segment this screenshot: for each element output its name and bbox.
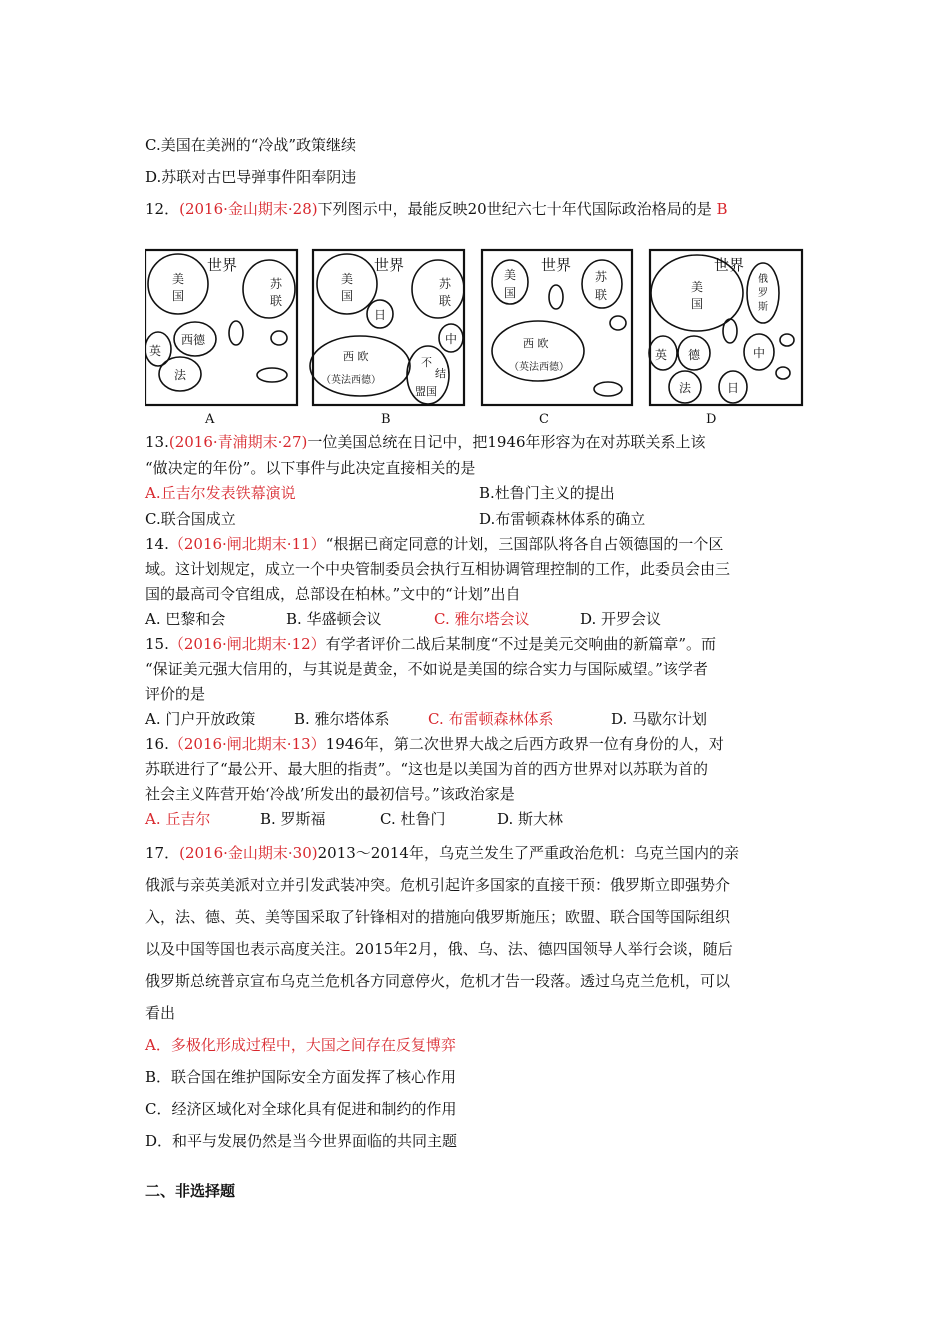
svg-text:英: 英	[655, 348, 668, 362]
svg-text:国: 国	[172, 289, 185, 303]
svg-text:（英法西德）: （英法西德）	[321, 375, 381, 386]
question-14: 14.（2016·闸北期末·11）“根据已商定同意的计划，三国部队将各自占领德国的一个区	[145, 535, 724, 553]
q14-option-c: C. 雅尔塔会议	[434, 610, 530, 628]
q17-option-c: C．经济区域化对全球化具有促进和制约的作用	[145, 1100, 457, 1118]
answer-mark: B	[716, 200, 728, 218]
svg-text:美: 美	[691, 280, 704, 294]
svg-text:美: 美	[172, 272, 185, 286]
svg-text:（英法西德）: （英法西德）	[509, 362, 569, 373]
svg-text:国: 国	[504, 286, 517, 300]
svg-text:中: 中	[753, 346, 766, 360]
q17-option-a: A．多极化形成过程中，大国之间存在反复博弈	[145, 1036, 456, 1054]
question-source: （2016·闸北期末·11）	[168, 535, 326, 553]
question-17: 17．(2016·金山期末·30)2013～2014年，乌克兰发生了严重政治危机：乌克兰国内的亲	[145, 844, 739, 862]
svg-text:联: 联	[595, 288, 608, 302]
q15-option-a: A. 门户开放政策	[145, 710, 256, 728]
svg-text:结: 结	[435, 367, 446, 380]
svg-text:日: 日	[374, 308, 387, 322]
diagram-label-d: D	[706, 412, 717, 427]
section-heading: 二、非选择题	[145, 1182, 236, 1200]
svg-text:国: 国	[691, 297, 704, 311]
question-number: 12．	[145, 200, 180, 218]
world-label: 世界	[207, 256, 238, 274]
svg-text:斯: 斯	[758, 302, 768, 313]
q15-option-b: B. 雅尔塔体系	[294, 710, 390, 728]
world-politics-diagrams	[145, 248, 810, 428]
q16-option-d: D. 斯大林	[497, 810, 564, 828]
svg-text:盟国: 盟国	[415, 385, 437, 398]
svg-text:世界: 世界	[714, 256, 745, 274]
question-15: 15.（2016·闸北期末·12）有学者评价二战后某制度“不过是美元交响曲的新篇章”。而	[145, 635, 717, 653]
question-source: (2016·金山期末·30)	[179, 844, 318, 862]
q13-option-a: A.丘吉尔发表铁幕演说	[145, 484, 296, 502]
question-12	[145, 198, 728, 219]
q13-option-b: B.杜鲁门主义的提出	[479, 484, 615, 502]
svg-text:美: 美	[341, 272, 354, 286]
question-source: (2016·金山期末·28)	[179, 200, 318, 218]
q16-option-a: A. 丘吉尔	[145, 810, 211, 828]
diagram-a	[145, 250, 297, 427]
svg-text:日: 日	[727, 381, 740, 395]
question-source: (2016·青浦期末·27)	[168, 433, 308, 451]
q16-option-b: B. 罗斯福	[260, 810, 326, 828]
question-16: 16.（2016·闸北期末·13）1946年，第二次世界大战之后西方政界一位有身份的人，对	[145, 735, 724, 753]
svg-text:国: 国	[341, 289, 354, 303]
svg-text:苏: 苏	[595, 270, 608, 284]
svg-text:苏: 苏	[270, 277, 283, 291]
svg-text:世界: 世界	[541, 256, 572, 274]
option-c-previous: C.美国在美洲的“冷战”政策继续	[145, 136, 357, 154]
question-text: 下列图示中，最能反映20世纪六七十年代国际政治格局的是	[317, 200, 712, 218]
svg-text:世界: 世界	[374, 256, 405, 274]
question-13: 13.(2016·青浦期末·27)一位美国总统在日记中，把1946年形容为在对苏联关系上该	[145, 433, 706, 451]
svg-text:罗: 罗	[758, 288, 768, 299]
diagram-label-a: A	[205, 412, 215, 427]
diagram-b	[310, 250, 464, 427]
svg-text:联: 联	[439, 294, 452, 308]
svg-text:西德: 西德	[181, 333, 206, 347]
diagram-c	[482, 250, 632, 427]
diagram-label-b: B	[381, 412, 391, 427]
q13-option-c: C.联合国成立	[145, 510, 236, 528]
q15-option-c: C. 布雷顿森林体系	[428, 710, 554, 728]
q17-option-b: B．联合国在维护国际安全方面发挥了核心作用	[145, 1068, 457, 1086]
question-source: （2016·闸北期末·13）	[168, 735, 326, 753]
q14-option-d: D. 开罗会议	[580, 610, 662, 628]
q15-option-d: D. 马歇尔计划	[611, 710, 708, 728]
q13-option-d: D.布雷顿森林体系的确立	[479, 510, 646, 528]
svg-text:德: 德	[688, 348, 701, 362]
svg-text:英: 英	[149, 344, 162, 358]
q16-option-c: C. 杜鲁门	[380, 810, 446, 828]
svg-text:联: 联	[270, 294, 283, 308]
diagram-d	[649, 250, 802, 427]
svg-text:法: 法	[679, 381, 692, 395]
q14-option-b: B. 华盛顿会议	[286, 610, 382, 628]
svg-text:美: 美	[504, 268, 517, 282]
svg-text:苏: 苏	[439, 277, 452, 291]
diagram-label-c: C	[539, 412, 549, 427]
svg-text:俄: 俄	[758, 274, 768, 285]
q17-option-d: D．和平与发展仍然是当今世界面临的共同主题	[145, 1132, 458, 1150]
svg-text:西 欧: 西 欧	[343, 350, 369, 363]
q14-option-a: A. 巴黎和会	[145, 610, 226, 628]
question-source: （2016·闸北期末·12）	[168, 635, 326, 653]
option-d-previous: D.苏联对古巴导弹事件阳奉阴违	[145, 168, 357, 186]
svg-text:西 欧: 西 欧	[523, 337, 549, 350]
svg-text:法: 法	[174, 368, 187, 382]
svg-text:不: 不	[421, 356, 432, 369]
svg-text:中: 中	[445, 332, 458, 346]
